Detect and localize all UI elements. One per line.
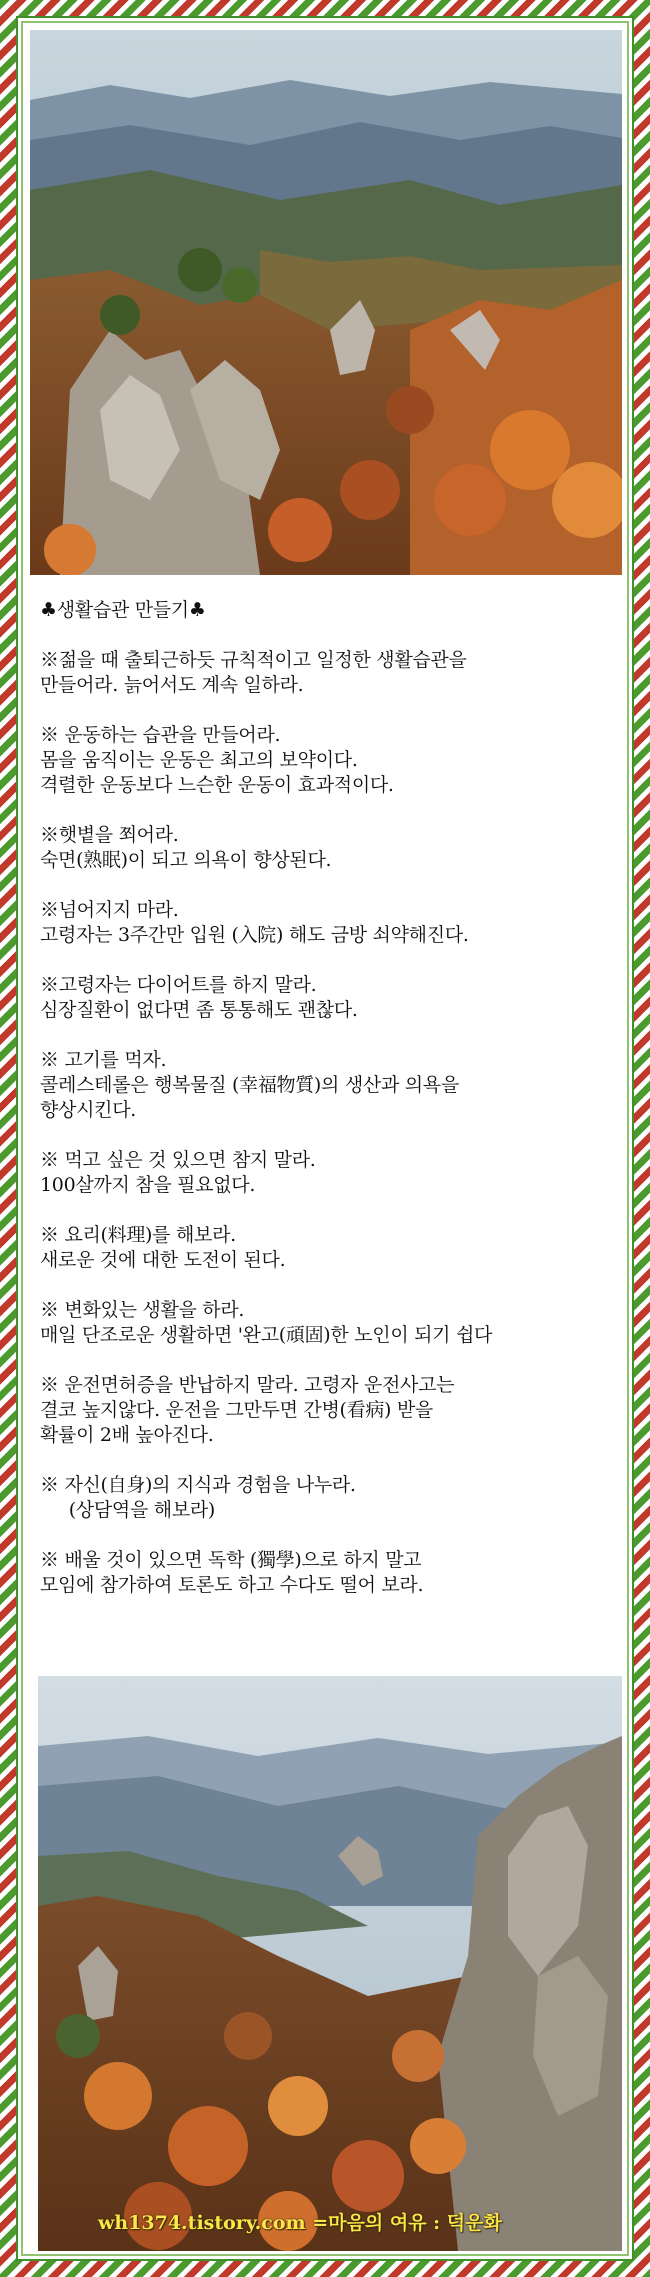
tip-line: 결코 높지않다. 운전을 그만두면 간병(看病) 받을 <box>40 1399 433 1421</box>
tip-line: 고령자는 3주간만 입원 (入院) 해도 금방 쇠약해진다. <box>40 924 469 946</box>
tip-line: ※ 변화있는 생활을 하라. <box>40 1299 245 1321</box>
tip-paragraph <box>40 1298 620 1348</box>
tip-line: ※ 운전면허증을 반납하지 말라. 고령자 운전사고는 <box>40 1374 455 1396</box>
tip-line: ※고령자는 다이어트를 하지 말라. <box>40 974 317 996</box>
tip-line: 콜레스테롤은 행복물질 (幸福物質)의 생산과 의욕을 <box>40 1074 459 1096</box>
tip-line: 격렬한 운동보다 느슨한 운동이 효과적이다. <box>40 774 394 796</box>
tip-line: ※ 배울 것이 있으면 독학 (獨學)으로 하지 말고 <box>40 1549 422 1571</box>
blog-caption: wh1374.tistory.com =마음의 여유 : 덕운화 <box>98 2212 502 2234</box>
tip-paragraph <box>40 1148 620 1198</box>
tip-paragraph <box>40 723 620 798</box>
tip-line: ※ 자신(自身)의 지식과 경험을 나누라. <box>40 1474 356 1496</box>
tip-line: 100살까지 참을 필요없다. <box>40 1174 256 1196</box>
tip-paragraph <box>40 898 620 948</box>
tip-paragraph <box>40 973 620 1023</box>
mountain-valley-illustration <box>38 1676 622 2251</box>
autumn-mountain-photo-bottom <box>38 1676 622 2251</box>
tip-line: 심장질환이 없다면 좀 통통해도 괜찮다. <box>40 999 358 1021</box>
tip-line: 새로운 것에 대한 도전이 된다. <box>40 1249 286 1271</box>
tip-paragraph <box>40 1223 620 1273</box>
tip-line: (상담역을 해보라) <box>40 1499 216 1521</box>
tips-title: ♣생활습관 만들기♣ <box>40 599 206 621</box>
tip-line: 매일 단조로운 생활하면 '완고(頑固)한 노인이 되기 쉽다 <box>40 1324 493 1346</box>
tip-paragraph <box>40 823 620 873</box>
tip-line: ※ 요리(料理)를 해보라. <box>40 1224 236 1246</box>
tip-line: 숙면(熟眠)이 되고 의욕이 향상된다. <box>40 849 332 871</box>
mountain-landscape-illustration <box>30 30 622 575</box>
tip-line: ※햇볕을 쬐어라. <box>40 824 179 846</box>
tip-line: ※넘어지지 마라. <box>40 899 179 921</box>
tip-line: 만들어라. 늙어서도 계속 일하라. <box>40 674 304 696</box>
tip-line: 몸을 움직이는 운동은 최고의 보약이다. <box>40 749 358 771</box>
tip-line: ※ 운동하는 습관을 만들어라. <box>40 724 281 746</box>
tip-line: 확률이 2배 높아진다. <box>40 1424 214 1446</box>
tip-line: ※젊을 때 출퇴근하듯 규칙적이고 일정한 생활습관을 <box>40 649 467 671</box>
habit-tips-text <box>40 598 620 1623</box>
tip-paragraph <box>40 648 620 698</box>
tip-paragraph <box>40 1473 620 1523</box>
tip-paragraph <box>40 1548 620 1598</box>
tip-line: 향상시킨다. <box>40 1099 137 1121</box>
tip-line: ※ 먹고 싶은 것 있으면 참지 말라. <box>40 1149 316 1171</box>
autumn-mountain-photo-top <box>30 30 622 575</box>
tip-paragraph <box>40 1373 620 1448</box>
tip-line: 모임에 참가하여 토론도 하고 수다도 떨어 보라. <box>40 1574 424 1596</box>
tip-paragraph <box>40 1048 620 1123</box>
tip-line: ※ 고기를 먹자. <box>40 1049 167 1071</box>
